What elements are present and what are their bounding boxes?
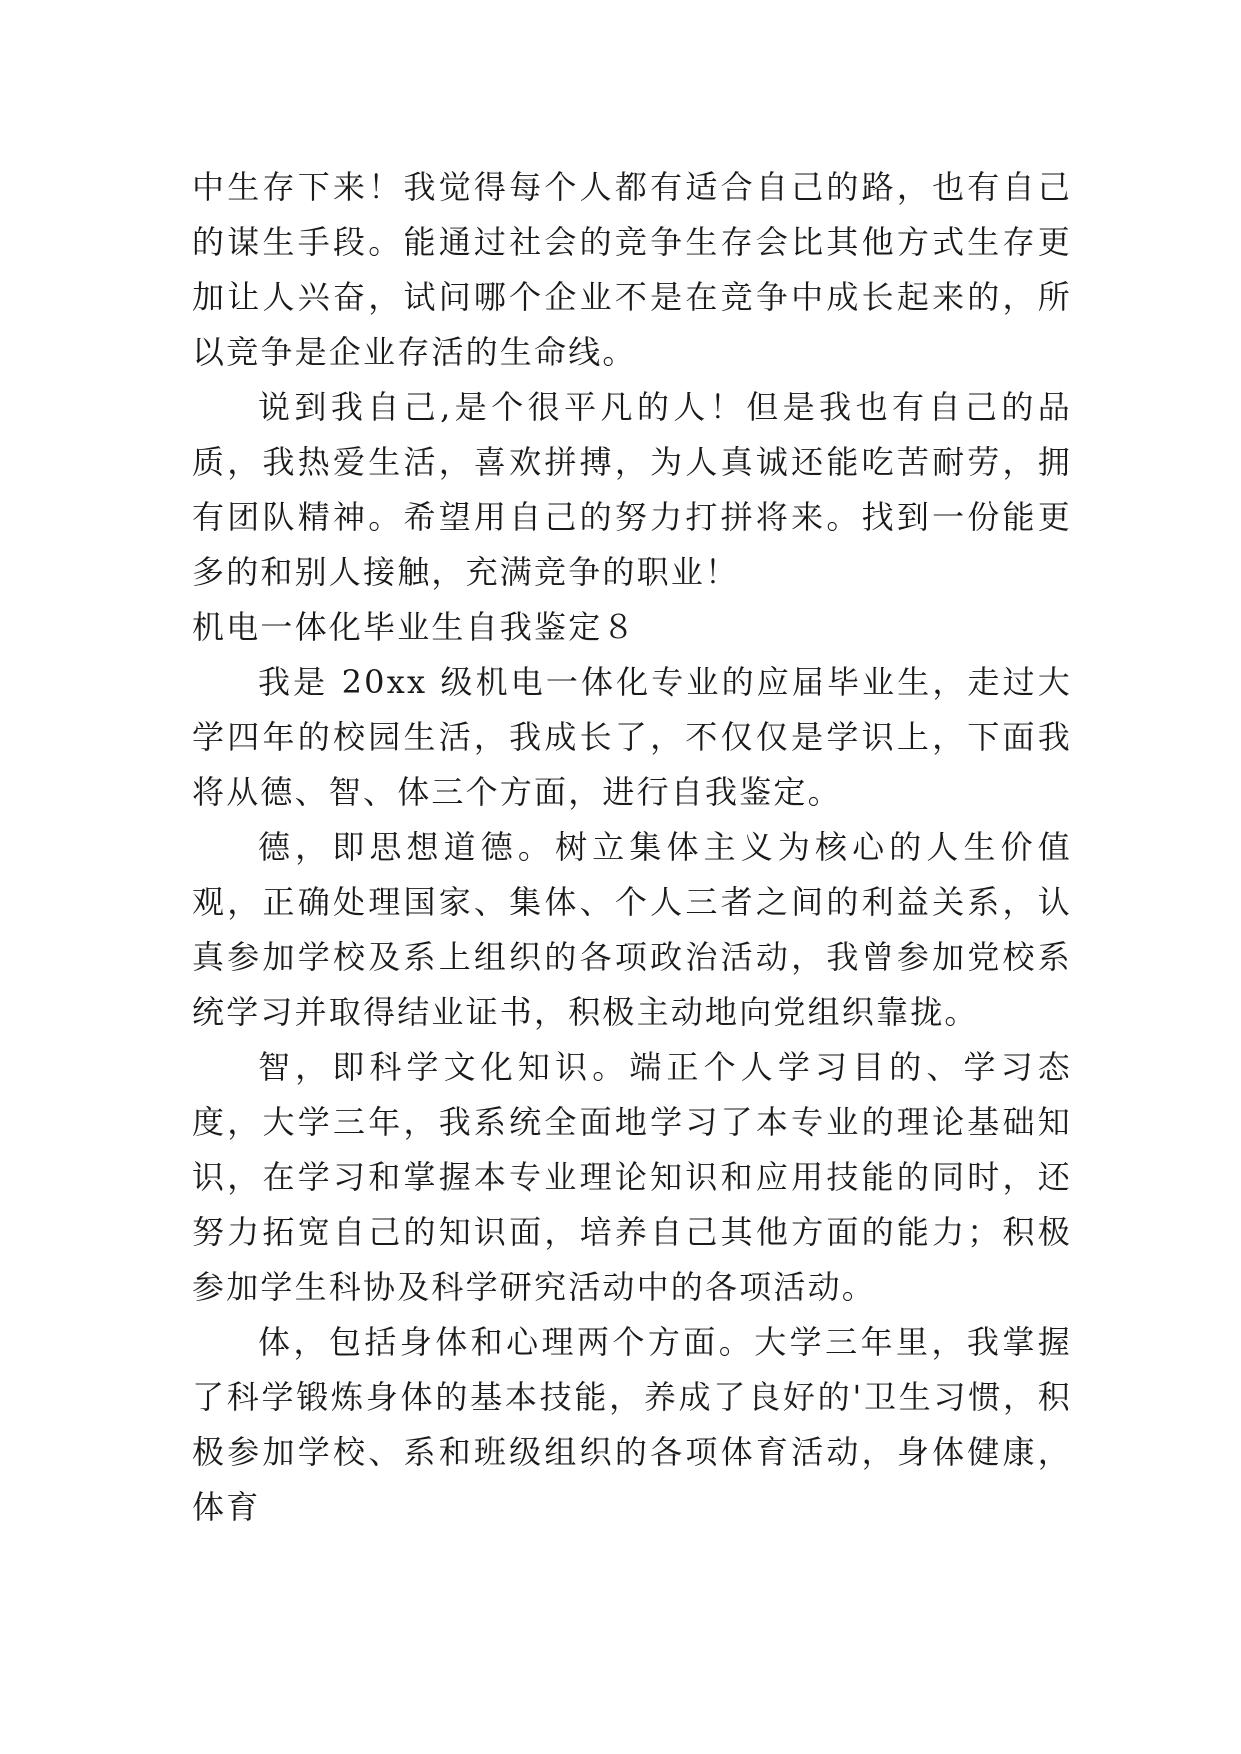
section-heading: 机电一体化毕业生自我鉴定８ [192, 608, 637, 646]
paragraph-physical: 体，包括身体和心理两个方面。大学三年里，我掌握了科学锻炼身体的基本技能，养成了良好的'卫生习惯，积极参加学校、系和班级组织的各项体育活动，身体健康，体育 [192, 1323, 1072, 1526]
paragraph-continued: 中生存下来！我觉得每个人都有适合自己的路，也有自己的谋生手段。能通过社会的竞争生存会比其他方式生存更加让人兴奋，试问哪个企业不是在竞争中成长起来的，所以竞争是企业存活的生命线。 [192, 168, 1072, 371]
paragraph-morality: 德，即思想道德。树立集体主义为核心的人生价值观，正确处理国家、集体、个人三者之间的利益关系，认真参加学校及系上组织的各项政治活动，我曾参加党校系统学习并取得结业证书，积极主动地向党组织靠拢。 [192, 828, 1072, 1031]
document-body [192, 160, 1072, 1535]
paragraph-intellect: 智，即科学文化知识。端正个人学习目的、学习态度，大学三年，我系统全面地学习了本专业的理论基础知识，在学习和掌握本专业理论知识和应用技能的同时，还努力拓宽自己的知识面，培养自己其他方面的能力；积极参加学生科协及科学研究活动中的各项活动。 [192, 1048, 1072, 1306]
paragraph-self-description: 说到我自己,是个很平凡的人！但是我也有自己的品质，我热爱生活，喜欢拼搏，为人真诚还能吃苦耐劳，拥有团队精神。希望用自己的努力打拼将来。找到一份能更多的和别人接触，充满竞争的职业！ [192, 388, 1072, 591]
paragraph-intro: 我是 20xx 级机电一体化专业的应届毕业生，走过大学四年的校园生活，我成长了，不仅仅是学识上，下面我将从德、智、体三个方面，进行自我鉴定。 [192, 663, 1072, 811]
